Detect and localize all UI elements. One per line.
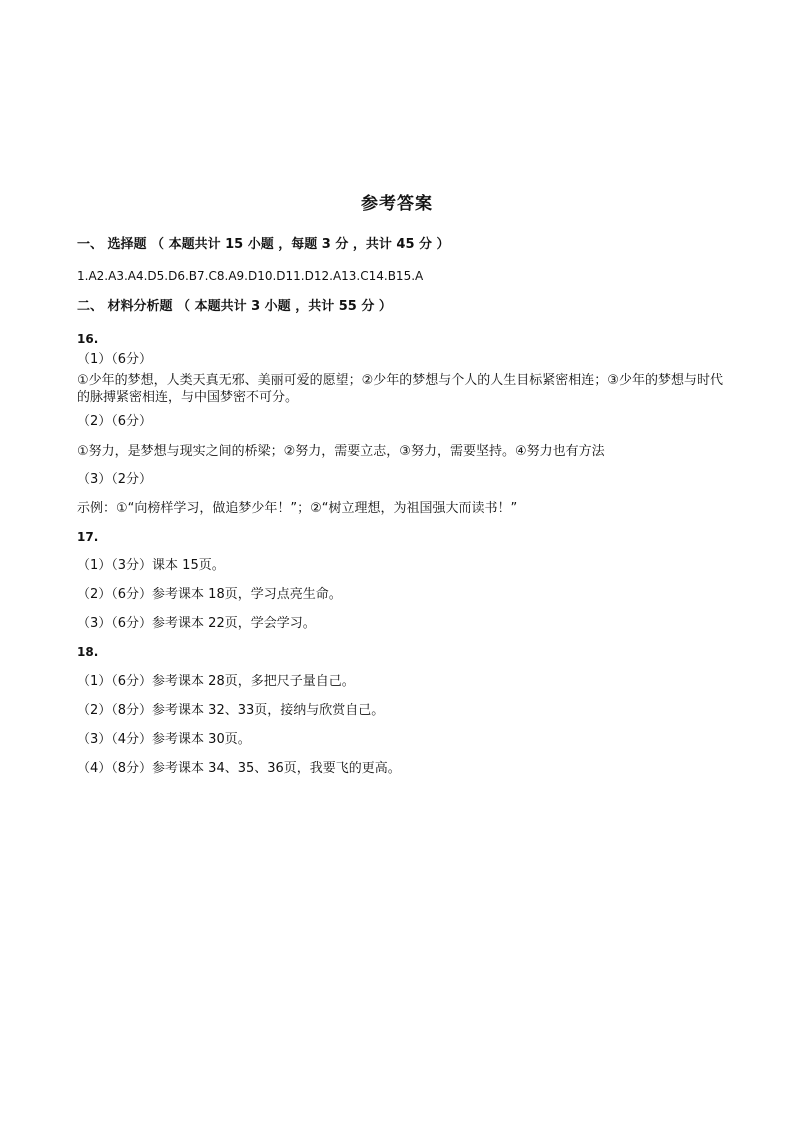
question-17-part-1: （1）（3分）课本 15页。: [77, 558, 225, 573]
question-16-part-2-label: （2）（6分）: [77, 414, 153, 429]
question-16-part-1-label: （1）（6分）: [77, 352, 153, 367]
question-17-part-2: （2）（6分）参考课本 18页，学习点亮生命。: [77, 587, 342, 602]
question-16-part-2-text: ①努力，是梦想与现实之间的桥梁；②努力，需要立志，③努力，需要坚持。④努力也有方法: [77, 444, 605, 459]
question-16-number: 16.: [77, 332, 99, 346]
question-16-part-3-label: （3）（2分）: [77, 472, 153, 487]
question-18-part-3: （3）（4分）参考课本 30页。: [77, 732, 251, 747]
question-18-number: 18.: [77, 645, 99, 659]
section-1-heading: 一、 选择题 （ 本题共计 15 小题 ，每题 3 分 ，共计 45 分 ）: [77, 237, 450, 252]
section-2-heading: 二、 材料分析题 （ 本题共计 3 小题 ，共计 55 分 ）: [77, 299, 392, 314]
question-18-part-1: （1）（6分）参考课本 28页，多把尺子量自己。: [77, 674, 355, 689]
question-16-part-1-text: ①少年的梦想，人类天真无邪、美丽可爱的愿望；②少年的梦想与个人的人生目标紧密相连；③少年的梦想与时代的脉搏紧密相连，与中国梦密不可分。: [77, 373, 723, 405]
question-17-number: 17.: [77, 530, 99, 544]
question-17-part-3: （3）（6分）参考课本 22页，学会学习。: [77, 616, 316, 631]
question-18-part-2: （2）（8分）参考课本 32、33页，接纳与欣赏自己。: [77, 703, 385, 718]
page-title: 参考答案: [361, 194, 433, 214]
question-18-part-4: （4）（8分）参考课本 34、35、36页，我要飞的更高。: [77, 761, 401, 776]
question-16-part-3-text: 示例：①“向榜样学习，做追梦少年！”；②“树立理想，为祖国强大而读书！”: [77, 501, 518, 516]
choice-answers-line: 1.A2.A3.A4.D5.D6.B7.C8.A9.D10.D11.D12.A13.C14.B15.A: [77, 269, 424, 283]
